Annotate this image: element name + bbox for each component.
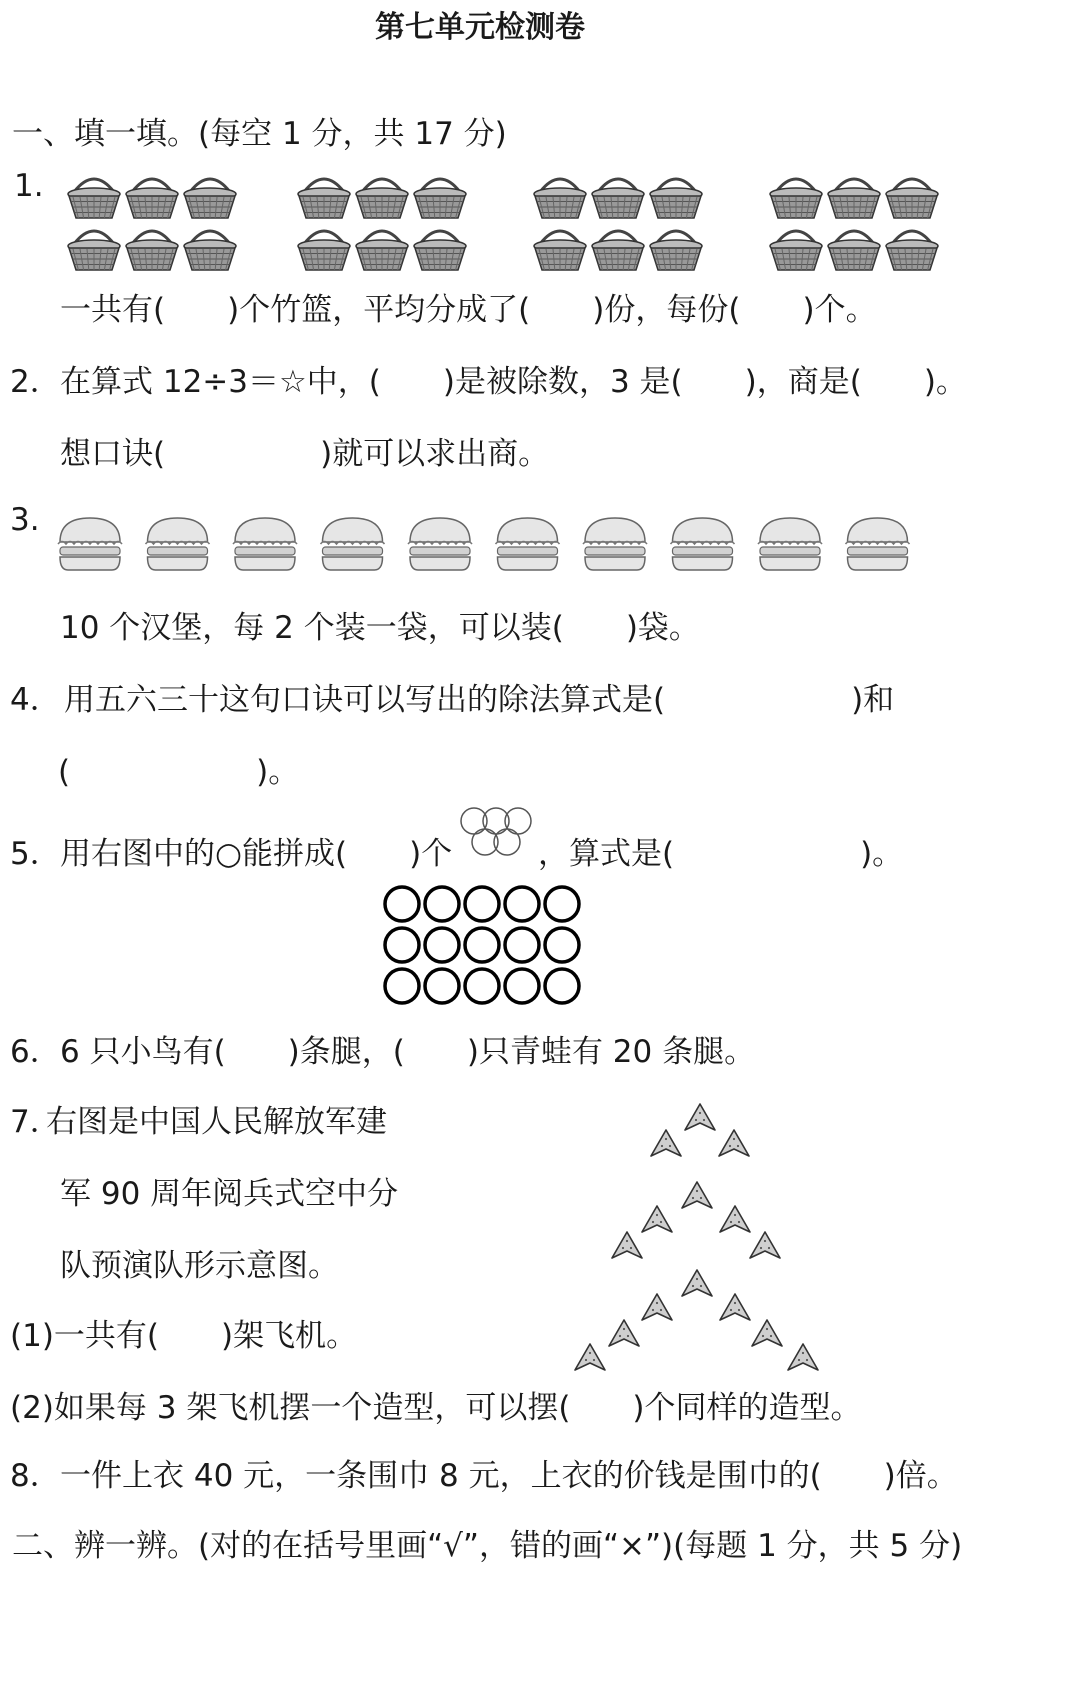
basket-icon: [126, 231, 178, 270]
olympic-rings-icon: [458, 806, 538, 862]
question-number: 8．: [10, 1458, 61, 1494]
airplane-formation-figure: [560, 1096, 840, 1386]
hamburger-icon: [321, 518, 385, 570]
question-text: 军 90 周年阅兵式空中分: [60, 1176, 399, 1212]
basket-icon: [828, 179, 880, 218]
circle-shape: [425, 969, 459, 1003]
airplane-icon: [642, 1294, 672, 1320]
basket-icon: [534, 231, 586, 270]
question-text: 10 个汉堡，每 2 个装一袋，可以装( )袋。: [60, 610, 700, 646]
airplane-icon: [750, 1232, 780, 1258]
question-text: ( )。: [58, 754, 300, 790]
basket-icon: [828, 231, 880, 270]
basket-icon: [592, 231, 644, 270]
question-number: 2．: [10, 364, 61, 400]
circle-grid-figure: [380, 884, 590, 1008]
airplane-icon: [642, 1206, 672, 1232]
circle-shape: [545, 928, 579, 962]
airplane-icon: [720, 1206, 750, 1232]
basket-icon: [770, 231, 822, 270]
circle-shape: [545, 887, 579, 921]
question-text: 用右图中的○能拼成( )个: [60, 836, 453, 872]
basket-figure: [0, 168, 1000, 278]
hamburger-figure: [0, 514, 1000, 584]
question-text: ，算式是( )。: [538, 836, 904, 872]
basket-icon: [592, 179, 644, 218]
hamburger-icon: [408, 518, 472, 570]
circle-shape: [425, 928, 459, 962]
question-number: 1.: [14, 168, 44, 204]
airplane-icon: [752, 1320, 782, 1346]
basket-icon: [126, 179, 178, 218]
circle-shape: [465, 887, 499, 921]
basket-icon: [886, 231, 938, 270]
question-number: 6．: [10, 1034, 61, 1070]
circle-shape: [465, 969, 499, 1003]
section-heading: 一、填一填。(每空 1 分，共 17 分): [12, 116, 507, 152]
question-text: 在算式 12÷3＝☆中，( )是被除数，3 是( )，商是( )。: [60, 364, 967, 400]
basket-icon: [770, 179, 822, 218]
hamburger-icon: [758, 518, 822, 570]
basket-icon: [356, 179, 408, 218]
circle-shape: [505, 969, 539, 1003]
basket-icon: [650, 179, 702, 218]
section-heading: 二、辨一辨。(对的在括号里画“√”，错的画“×”)(每题 1 分，共 5 分): [12, 1528, 963, 1564]
airplane-icon: [788, 1344, 818, 1370]
basket-icon: [356, 231, 408, 270]
circle-shape: [465, 928, 499, 962]
sub-question-text: (2)如果每 3 架飞机摆一个造型，可以摆( )个同样的造型。: [10, 1390, 862, 1426]
airplane-icon: [575, 1344, 605, 1370]
circle-shape: [505, 928, 539, 962]
circle-shape: [385, 969, 419, 1003]
basket-icon: [886, 179, 938, 218]
circle-shape: [545, 969, 579, 1003]
basket-icon: [184, 179, 236, 218]
question-text: 一共有( )个竹篮，平均分成了( )份，每份( )个。: [60, 292, 877, 328]
hamburger-icon: [496, 518, 560, 570]
basket-icon: [68, 231, 120, 270]
question-number: 7．: [10, 1104, 61, 1140]
hamburger-icon: [583, 518, 647, 570]
circle-shape: [505, 887, 539, 921]
sub-question-text: (1)一共有( )架飞机。: [10, 1318, 358, 1354]
question-text: 一件上衣 40 元，一条围巾 8 元，上衣的价钱是围巾的( )倍。: [60, 1458, 958, 1494]
airplane-icon: [682, 1270, 712, 1296]
basket-icon: [298, 231, 350, 270]
hamburger-icon: [233, 518, 297, 570]
circle-shape: [425, 887, 459, 921]
basket-icon: [534, 179, 586, 218]
question-text: 右图是中国人民解放军建: [46, 1104, 387, 1140]
question-text: 队预演队形示意图。: [60, 1248, 339, 1284]
hamburger-icon: [146, 518, 210, 570]
page-title: 第七单元检测卷: [375, 10, 585, 45]
circle-shape: [385, 887, 419, 921]
basket-icon: [414, 179, 466, 218]
airplane-icon: [682, 1182, 712, 1208]
basket-icon: [414, 231, 466, 270]
hamburger-icon: [58, 518, 122, 570]
airplane-icon: [720, 1294, 750, 1320]
airplane-icon: [609, 1320, 639, 1346]
question-number: 3.: [10, 502, 40, 538]
hamburger-icon: [846, 518, 910, 570]
question-number: 4．: [10, 682, 61, 718]
basket-icon: [184, 231, 236, 270]
hamburger-icon: [671, 518, 735, 570]
airplane-icon: [612, 1232, 642, 1258]
basket-icon: [68, 179, 120, 218]
question-text: 想口诀( )就可以求出商。: [60, 436, 550, 472]
airplane-icon: [651, 1130, 681, 1156]
question-text: 6 只小鸟有( )条腿，( )只青蛙有 20 条腿。: [60, 1034, 756, 1070]
airplane-icon: [719, 1130, 749, 1156]
basket-icon: [650, 231, 702, 270]
basket-icon: [298, 179, 350, 218]
question-text: 用五六三十这句口诀可以写出的除法算式是( )和: [64, 682, 895, 718]
question-number: 5．: [10, 836, 61, 872]
airplane-icon: [685, 1104, 715, 1130]
circle-shape: [385, 928, 419, 962]
